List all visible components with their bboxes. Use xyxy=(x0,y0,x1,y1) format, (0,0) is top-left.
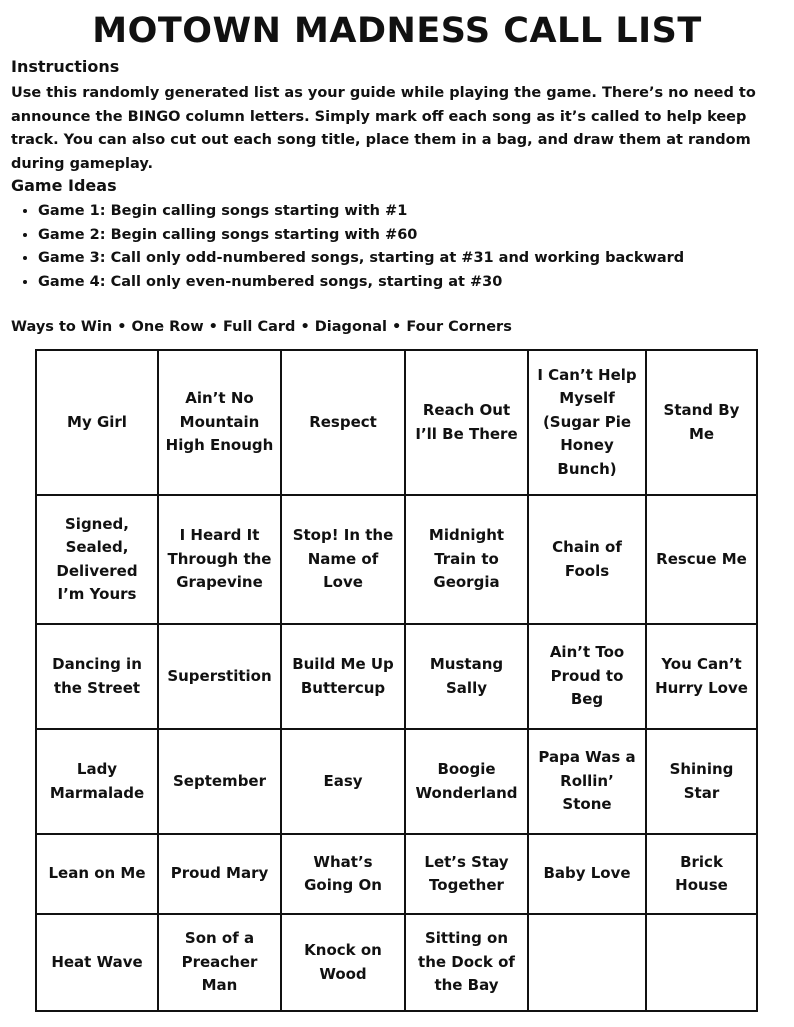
song-cell: Signed, Sealed, Delivered I’m Yours xyxy=(36,495,158,624)
song-cell: Stop! In the Name of Love xyxy=(281,495,405,624)
song-cell: Son of a Preacher Man xyxy=(158,914,281,1011)
song-cell: Sitting on the Dock of the Bay xyxy=(405,914,528,1011)
song-cell: Superstition xyxy=(158,624,281,729)
song-cell: What’s Going On xyxy=(281,834,405,914)
game-idea-item: • Game 1: Begin calling songs starting with #1 xyxy=(38,200,684,224)
song-cell: Proud Mary xyxy=(158,834,281,914)
song-cell: Lady Marmalade xyxy=(36,729,158,834)
song-cell: September xyxy=(158,729,281,834)
song-cell: Build Me Up Buttercup xyxy=(281,624,405,729)
game-idea-item: • Game 3: Call only odd-numbered songs, starting at #31 and working backward xyxy=(38,247,684,271)
song-cell: Knock on Wood xyxy=(281,914,405,1011)
game-ideas-list xyxy=(18,200,684,294)
instructions-heading: Instructions xyxy=(11,57,120,76)
game-idea-item: • Game 2: Begin calling songs starting with #60 xyxy=(38,224,684,248)
grid-row xyxy=(36,495,757,624)
grid-row xyxy=(36,624,757,729)
song-cell: I Can’t Help Myself (Sugar Pie Honey Bunch) xyxy=(528,350,646,495)
song-grid xyxy=(35,349,758,1012)
grid-row xyxy=(36,729,757,834)
song-cell: Ain’t No Mountain High Enough xyxy=(158,350,281,495)
song-cell: Mustang Sally xyxy=(405,624,528,729)
song-cell: Baby Love xyxy=(528,834,646,914)
instructions-text: Use this randomly generated list as your guide while playing the game. There’s no need to announce the BINGO column letters. Simply mark off each song as it’s called to help keep track. You can also cut out each song title, place them in a bag, and draw them at random during gameplay. xyxy=(11,85,756,172)
song-cell: Stand By Me xyxy=(646,350,757,495)
song-cell: I Heard It Through the Grapevine xyxy=(158,495,281,624)
song-cell: My Girl xyxy=(36,350,158,495)
song-cell: You Can’t Hurry Love xyxy=(646,624,757,729)
song-cell: Reach Out I’ll Be There xyxy=(405,350,528,495)
page-title: MOTOWN MADNESS CALL LIST xyxy=(92,11,702,51)
song-cell: Midnight Train to Georgia xyxy=(405,495,528,624)
grid-row xyxy=(36,350,757,495)
song-cell: Rescue Me xyxy=(646,495,757,624)
ways-to-win: Ways to Win • One Row • Full Card • Diagonal • Four Corners xyxy=(11,319,512,335)
song-cell: Ain’t Too Proud to Beg xyxy=(528,624,646,729)
song-cell xyxy=(646,914,757,1011)
game-ideas-heading: Game Ideas xyxy=(11,176,117,195)
song-cell xyxy=(528,914,646,1011)
grid-row xyxy=(36,914,757,1011)
song-cell: Papa Was a Rollin’ Stone xyxy=(528,729,646,834)
song-cell: Shining Star xyxy=(646,729,757,834)
grid-row xyxy=(36,834,757,914)
song-cell: Respect xyxy=(281,350,405,495)
song-cell: Boogie Wonderland xyxy=(405,729,528,834)
game-idea-item: • Game 4: Call only even-numbered songs, starting at #30 xyxy=(38,271,684,295)
song-cell: Dancing in the Street xyxy=(36,624,158,729)
song-cell: Heat Wave xyxy=(36,914,158,1011)
song-cell: Let’s Stay Together xyxy=(405,834,528,914)
song-cell: Brick House xyxy=(646,834,757,914)
song-cell: Chain of Fools xyxy=(528,495,646,624)
song-cell: Easy xyxy=(281,729,405,834)
song-cell: Lean on Me xyxy=(36,834,158,914)
